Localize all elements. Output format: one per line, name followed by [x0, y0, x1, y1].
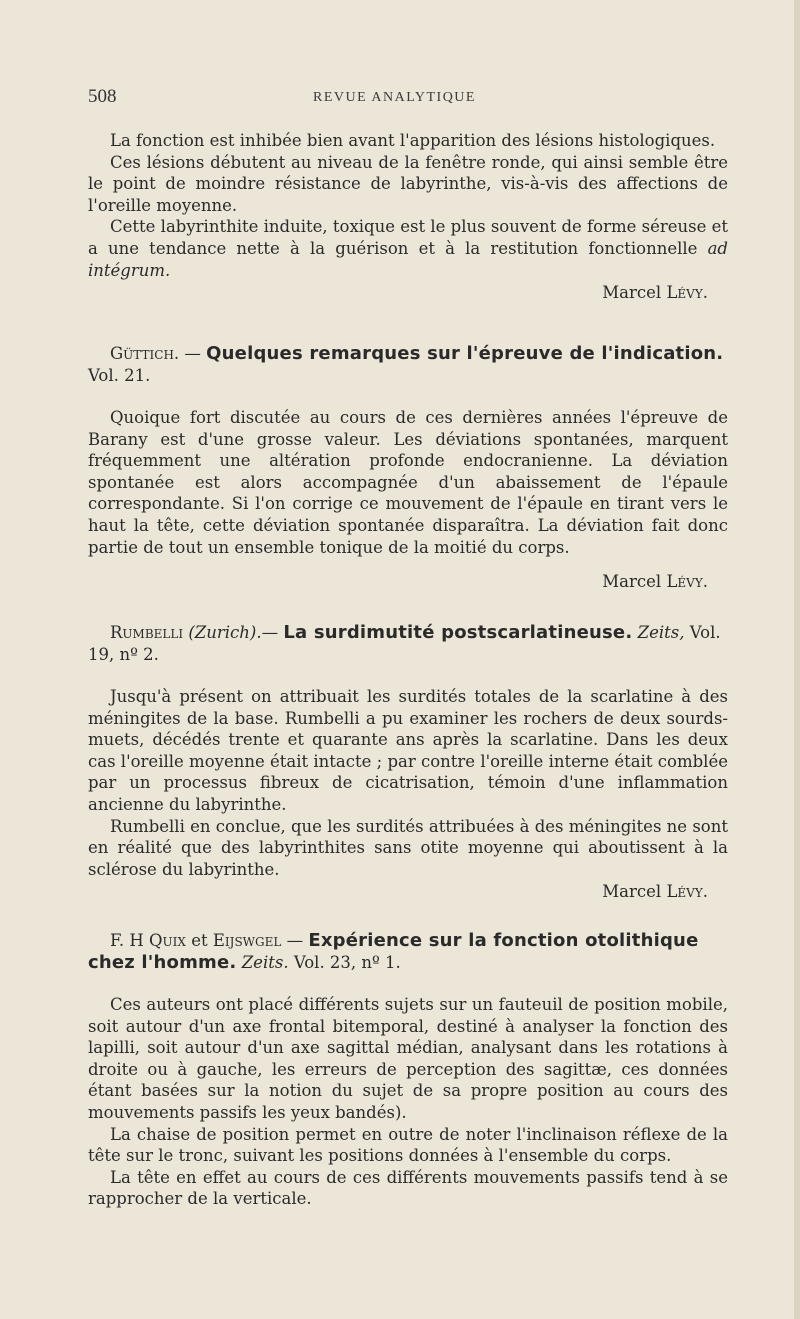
signature-first-name: Marcel — [602, 882, 662, 902]
journal: Zeits. — [241, 953, 289, 972]
article-title: Quelques remarques sur l'épreuve de l'indication. — [206, 343, 724, 364]
author: Güttich. — [110, 344, 180, 363]
page-header — [88, 86, 728, 116]
paragraph: La chaise de position permet en outre de noter l'inclinaison réflexe de la tête sur le tronc, suivant les positions données à l'ensemble du corps. — [88, 1124, 728, 1166]
author: Rumbelli — [110, 623, 184, 642]
article-heading — [88, 622, 728, 666]
review-rumbelli — [88, 622, 728, 904]
signature — [88, 281, 728, 305]
running-title: REVUE ANALYTIQUE — [313, 90, 476, 105]
paragraph: La tête en effet au cours de ces différents mouvements passifs tend à se rapprocher de la verticale. — [88, 1167, 728, 1209]
author: Eijswgel — [212, 931, 282, 950]
author: Quix — [149, 931, 186, 950]
article-title: Expérience sur la fonction otolithique chez l'homme. — [88, 930, 699, 973]
paragraph: Quoique fort discutée au cours de ces dernières années l'épreuve de Barany est d'une grosse valeur. Les déviations spontanées, marquent fréquemment une altération profonde endocranienne. La déviation spontanée est alors accompagnée d'un abaissement de l'épaule correspondante. Si l'on corrige ce mouvement de l'épaule en tirant vers le haut la tête, cette déviation spontanée disparaîtra. La déviation fait donc partie de tout un ensemble tonique de la moitié du corps. — [88, 408, 728, 557]
article-title: La surdimutité postscarlatineuse. — [283, 622, 633, 643]
paragraph: Jusqu'à présent on attribuait les surdités totales de la scarlatine à des méningites de la base. Rumbelli a pu examiner les rochers de deux sourds-muets, décédés trente et quarante ans après la scarlatine. Dans les deux cas l'oreille moyenne était intacte ; par contre l'oreille interne était comblée par un processus fibreux de cicatrisation, témoin d'une inflammation ancienne du labyrinthe. — [88, 687, 728, 814]
reference: Vol. 23, nº 1. — [293, 953, 401, 972]
paragraph: Ces auteurs ont placé différents sujets sur un fauteuil de position mobile, soit autour d'un axe frontal bitemporal, destiné à analyser la fonction des lapilli, soit autour d'un axe sagittal médian, analysant dans les rotations à droite ou à gauche, les erreurs de perception des sagittæ, ces données étant basées sur la notion du sujet de sa propre position au cours des mouvements passifs les yeux bandés). — [88, 995, 728, 1122]
review-quix — [88, 930, 728, 1210]
paragraph: La fonction est inhibée bien avant l'apparition des lésions histologiques. — [110, 131, 716, 150]
signature-last-name: Lévy. — [666, 572, 708, 592]
signature-first-name: Marcel — [602, 572, 662, 592]
paragraph — [88, 216, 728, 281]
dash: — — [261, 623, 284, 642]
signature-last-name: Lévy. — [666, 283, 708, 303]
dash: — — [179, 344, 207, 363]
paragraph-text: Cette labyrinthite induite, toxique est le plus souvent de forme séreuse et a une tendance nette à la guérison et à la restitution fonctionnelle — [88, 217, 728, 258]
conjunction: et — [191, 931, 208, 950]
signature-last-name: Lévy. — [666, 882, 708, 902]
article-heading — [88, 343, 728, 387]
reference: Vol. 21. — [88, 366, 151, 385]
reference: Vol. 19, nº 2. — [88, 623, 721, 664]
article-heading — [88, 930, 728, 974]
paragraph: Ces lésions débutent au niveau de la fenêtre ronde, qui ainsi semble être le point de moindre résistance de labyrinthe, vis-à-vis des affections de l'oreille moyenne. — [88, 152, 728, 215]
paragraph: Rumbelli en conclue, que les surdités attribuées à des méningites ne sont en réalité que des labyrinthites sans otite moyenne qui aboutissent à la sclérose du labyrinthe. — [88, 816, 728, 879]
place: (Zurich). — [188, 623, 262, 642]
journal: Zeits, — [637, 623, 685, 642]
signature-first-name: Marcel — [602, 283, 662, 303]
author-prefix: F. H — [110, 931, 144, 950]
dash: — — [281, 931, 309, 950]
italic-phrase: ad intégrum. — [88, 238, 728, 280]
page-number: 508 — [88, 86, 117, 107]
review-guttich — [88, 343, 728, 594]
signature — [88, 570, 728, 594]
signature — [88, 880, 728, 904]
review-continued — [88, 130, 728, 305]
